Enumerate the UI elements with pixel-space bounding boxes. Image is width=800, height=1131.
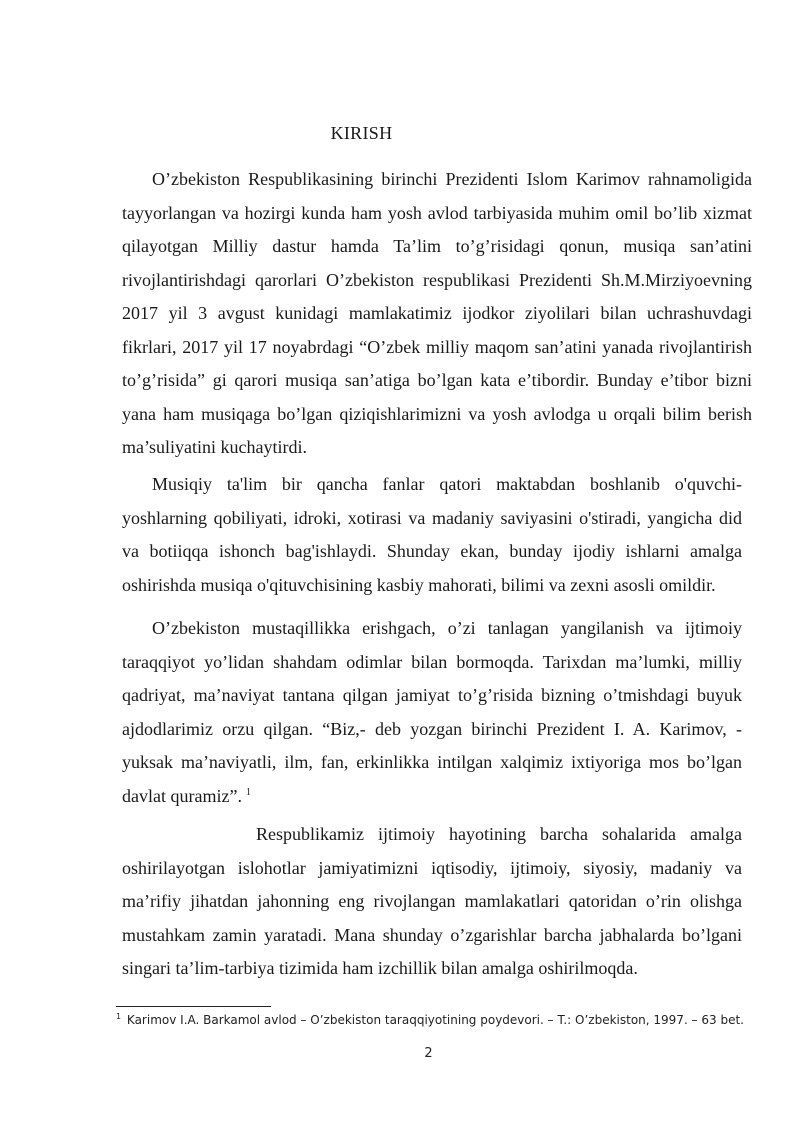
page-title: KIRISH xyxy=(330,123,393,143)
footnote-divider xyxy=(116,1006,271,1007)
page-number: 2 xyxy=(424,1046,433,1061)
paragraph-independence xyxy=(122,612,742,813)
footnote-text: Karimov I.A. Barkamol avlod – O’zbekiston taraqqiyotining poydevori. – T.: O’zbekiston, 1997. – 63 bet. xyxy=(126,1013,744,1027)
paragraph-music-education: Musiqiy ta'lim bir qancha fanlar qatori maktabdan boshlanib o'quvchi-yoshlarning qobiliyati, idroki, xotirasi va madaniy saviyasini o'stiradi, yangicha did va botiiqqa ishonch bag'ishlaydi. Shunday ekan, bunday ijodiy ishlarni amalga oshirishda musiqa o'qituvchisining kasbiy mahorati, bilimi va zexni asosli omildir. xyxy=(122,474,742,595)
paragraph-reforms: Respublikamiz ijtimoiy hayotining barcha sohalarida amalga oshirilayotgan islohotlar jamiyatimizni iqtisodiy, ijtimoiy, siyosiy, madaniy va ma’rifiy jihatdan jahonning eng rivojlangan mamlakatlari qatoridan o’rin olishga mustahkam zamin yaratadi. Mana shunday o’zgarishlar barcha jabhalarda bo’lgani singari ta’lim-tarbiya tizimida ham izchillik bilan amalga oshirilmoqda. xyxy=(122,824,742,978)
paragraph-independence-text: O’zbekiston mustaqillikka erishgach, o’zi tanlagan yangilanish va ijtimoiy taraqqiyot yo’lidan shahdam odimlar bilan bormoqda. Tarixdan ma’lumki, milliy qadriyat, ma’naviyat tantana qilgan jamiyat to’g’risida bizning o’tmishdagi buyuk ajdodlarimiz orzu qilgan. “Biz,- deb yozgan birinchi Prezident I. A. Karimov, - yuksak ma’naviyatli, ilm, fan, erkinlikka intilgan xalqimiz ixtiyoriga mos bo’lgan davlat quramiz”. xyxy=(122,618,742,806)
footnote-marker: 1 xyxy=(116,1012,122,1021)
paragraph-intro: O’zbekiston Respublikasining birinchi Prezidenti Islom Karimov rahnamoligida tayyorlangan va hozirgi kunda ham yosh avlod tarbiyasida muhim omil bo’lib xizmat qilayotgan Milliy dastur hamda Ta’lim to’g’risidagi qonun, musiqa san’atini rivojlantirishdagi qarorlari O’zbekiston respublikasi Prezidenti Sh.M.Mirziyoevning 2017 yil 3 avgust kunidagi mamlakatimiz ijodkor ziyolilari bilan uchrashuvdagi fikrlari, 2017 yil 17 noyabrdagi “O’zbek milliy maqom san’atini yanada rivojlantirish to’g’risida” gi qarori musiqa san’atiga bo’lgan kata e’tibordir. Bunday e’tibor bizni yana ham musiqaga bo’lgan qiziqishlarimizni va yosh avlodga u orqali bilim berish ma’suliyatini kuchaytirdi. xyxy=(122,169,752,457)
footnote-reference[interactable]: 1 xyxy=(245,786,251,798)
footnote xyxy=(116,1011,746,1030)
